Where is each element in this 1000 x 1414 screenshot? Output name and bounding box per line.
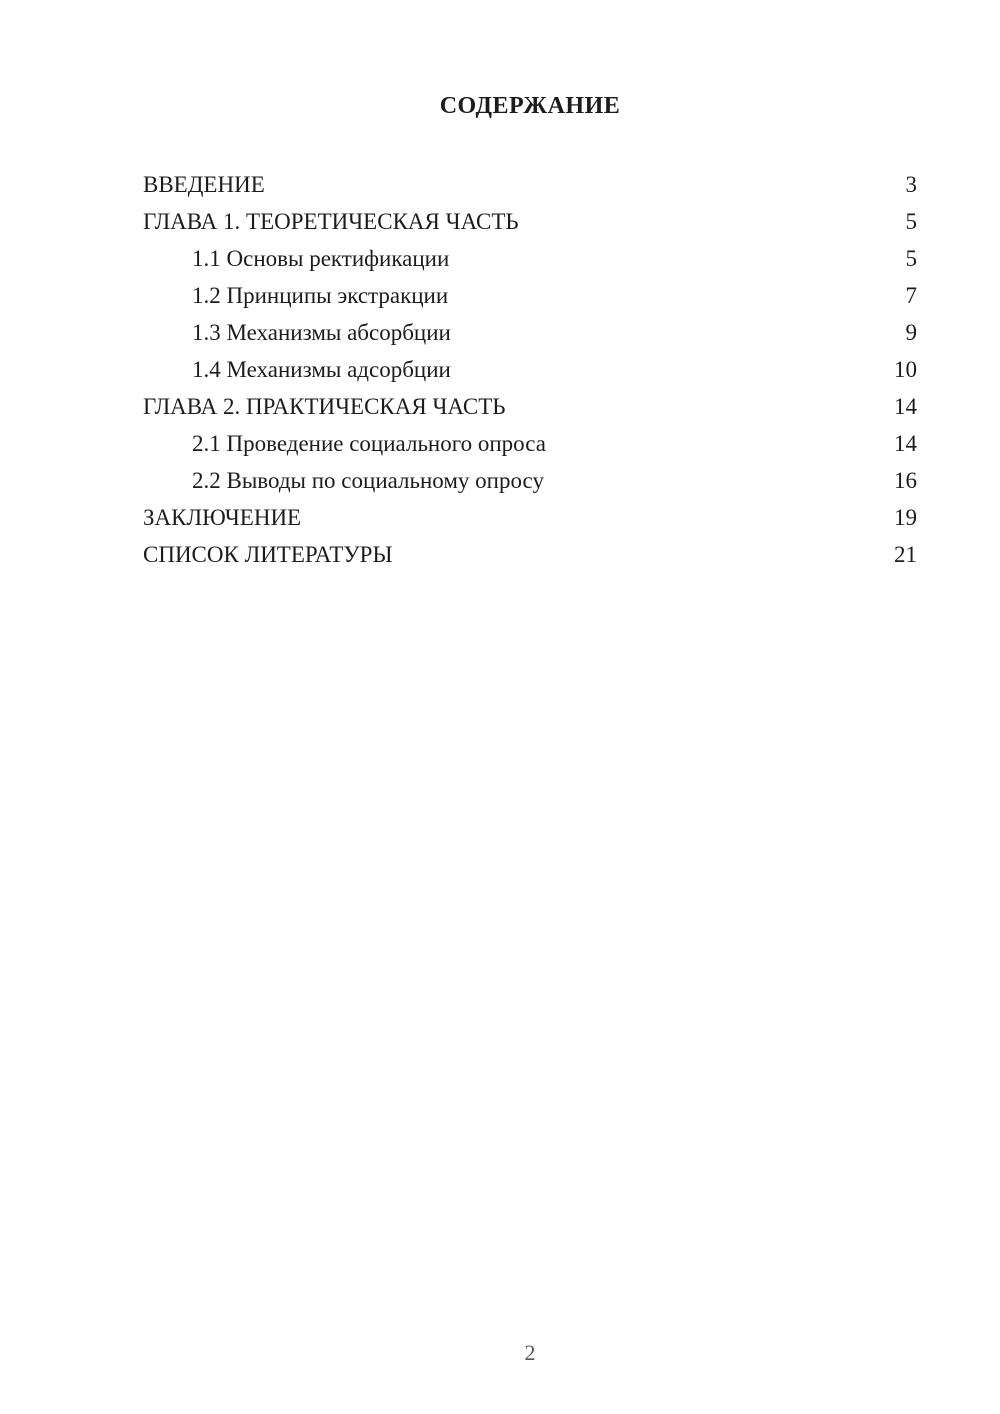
- toc-entry-page: 14: [894, 431, 917, 456]
- toc-entry: [143, 536, 917, 573]
- toc-entry-label: 1.4 Механизмы адсорбции: [192, 357, 451, 382]
- toc-entry-page: 14: [894, 394, 917, 419]
- toc-entry: [143, 499, 917, 536]
- toc-entry: [143, 203, 917, 240]
- toc-entry-label: ГЛАВА 1. ТЕОРЕТИЧЕСКАЯ ЧАСТЬ: [143, 209, 519, 234]
- toc-entry: [143, 462, 917, 499]
- toc-entry-page: 16: [894, 468, 917, 493]
- toc-entry-label: 1.1 Основы ректификации: [192, 246, 450, 271]
- toc-entry: [143, 314, 917, 351]
- toc-entry-page: 10: [894, 357, 917, 382]
- toc-entry: [143, 240, 917, 277]
- toc-entry-label: СПИСОК ЛИТЕРАТУРЫ: [143, 542, 393, 567]
- toc-entry-label: 2.1 Проведение социального опроса: [192, 431, 546, 456]
- toc-entry-label: ГЛАВА 2. ПРАКТИЧЕСКАЯ ЧАСТЬ: [143, 394, 506, 419]
- page-title: СОДЕРЖАНИЕ: [439, 93, 621, 119]
- toc-entry-label: 1.2 Принципы экстракции: [192, 283, 449, 308]
- toc-entry-page: 9: [905, 320, 917, 345]
- toc-entry-label: 2.2 Выводы по социальному опросу: [192, 468, 544, 493]
- page-number: 2: [524, 1340, 536, 1365]
- toc-entry-page: 19: [894, 505, 917, 530]
- toc-entry: [143, 277, 917, 314]
- toc-entry: [143, 351, 917, 388]
- toc-entry-page: 3: [905, 172, 917, 197]
- toc-entry-label: 1.3 Механизмы абсорбции: [192, 320, 451, 345]
- toc-entry: [143, 166, 917, 203]
- toc-entry-label: ВВЕДЕНИЕ: [143, 172, 265, 197]
- toc-list: [143, 166, 917, 573]
- toc-entry-page: 5: [905, 246, 917, 271]
- toc-entry: [143, 388, 917, 425]
- toc-entry-page: 21: [894, 542, 917, 567]
- toc-entry-page: 5: [905, 209, 917, 234]
- toc-entry-page: 7: [905, 283, 917, 308]
- toc-entry-label: ЗАКЛЮЧЕНИЕ: [143, 505, 302, 530]
- toc-entry: [143, 425, 917, 462]
